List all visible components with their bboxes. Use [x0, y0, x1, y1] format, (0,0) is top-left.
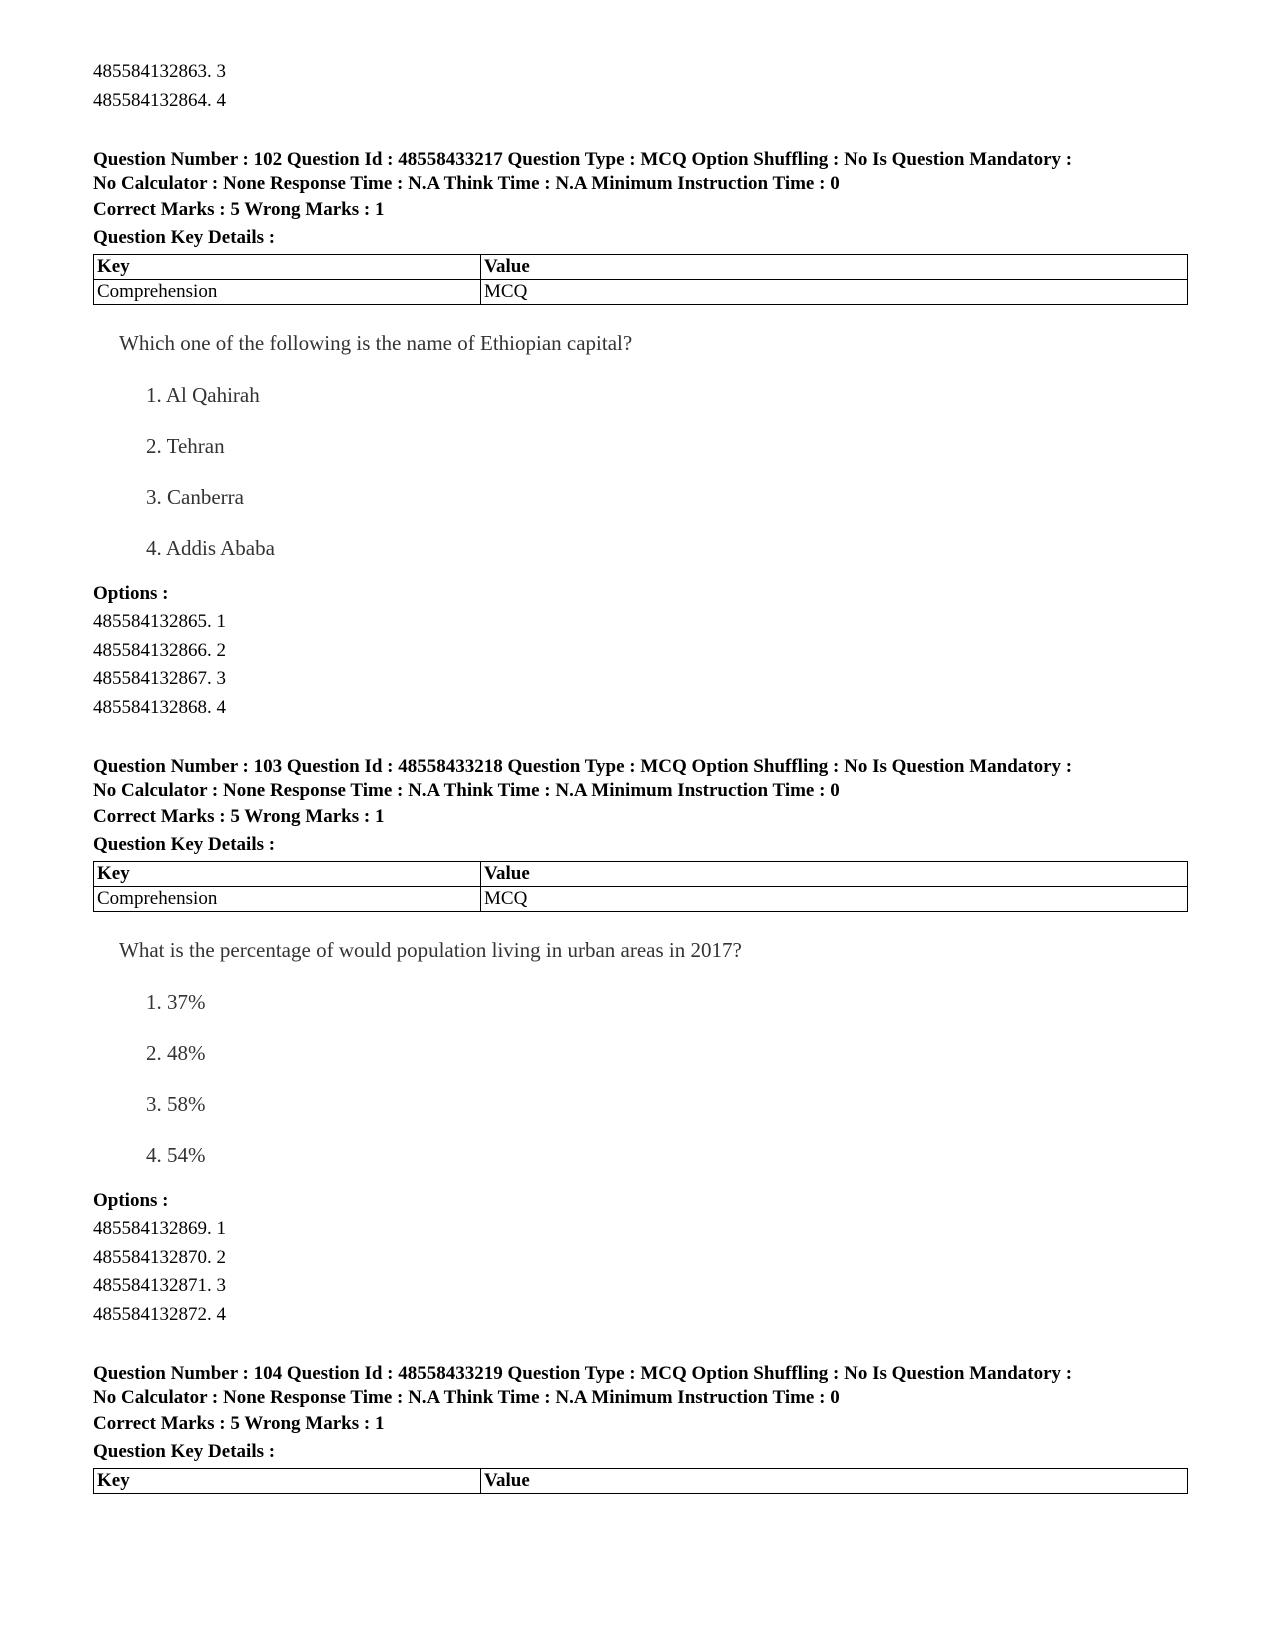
- question-header: Question Number : 103 Question Id : 48558433218 Question Type : MCQ Option Shuffling : No Is Question Mandatory :: [93, 756, 1073, 777]
- option-line: 485584132870. 2: [93, 1246, 226, 1268]
- table-header-value: Value: [481, 255, 1188, 280]
- choice-item: 4. 54%: [146, 1143, 206, 1167]
- question-header: Question Number : 104 Question Id : 48558433219 Question Type : MCQ Option Shuffling : No Is Question Mandatory :: [93, 1363, 1073, 1384]
- question-content: [93, 912, 1193, 1187]
- table-cell-key: Comprehension: [94, 280, 481, 305]
- key-details-label: Question Key Details :: [93, 227, 276, 248]
- question-header: Question Number : 102 Question Id : 48558433217 Question Type : MCQ Option Shuffling : No Is Question Mandatory :: [93, 149, 1073, 170]
- choice-item: 1. Al Qahirah: [146, 383, 260, 407]
- key-value-table: [93, 254, 1188, 305]
- key-value-table: [93, 861, 1188, 912]
- options-label: Options :: [93, 1190, 169, 1211]
- question-header-2: No Calculator : None Response Time : N.A Think Time : N.A Minimum Instruction Time : 0: [93, 780, 840, 801]
- question-block-103: [93, 755, 1193, 1329]
- choice-item: 2. 48%: [146, 1041, 206, 1065]
- marks-line: Correct Marks : 5 Wrong Marks : 1: [93, 199, 385, 220]
- option-line: 485584132869. 1: [93, 1218, 226, 1239]
- key-value-table: [93, 1468, 1188, 1494]
- table-header-value: Value: [481, 862, 1188, 887]
- previous-options: [93, 58, 1193, 115]
- option-line: 485584132863. 3: [93, 61, 226, 82]
- table-cell-value: MCQ: [481, 280, 1188, 305]
- choice-item: 2. Tehran: [146, 434, 225, 458]
- marks-line: Correct Marks : 5 Wrong Marks : 1: [93, 1413, 385, 1434]
- question-block-102: [93, 148, 1193, 722]
- key-details-label: Question Key Details :: [93, 1441, 276, 1462]
- table-cell-value: MCQ: [481, 887, 1188, 912]
- option-line: 485584132867. 3: [93, 668, 226, 689]
- document-page: [93, 58, 1193, 1494]
- choice-item: 4. Addis Ababa: [146, 536, 275, 560]
- option-line: 485584132872. 4: [93, 1303, 226, 1325]
- question-text: Which one of the following is the name of Ethiopian capital?: [119, 331, 633, 355]
- table-header-value: Value: [481, 1469, 1188, 1494]
- options-label: Options :: [93, 583, 169, 604]
- table-header-key: Key: [94, 862, 481, 887]
- option-line: 485584132871. 3: [93, 1275, 226, 1296]
- option-line: 485584132865. 1: [93, 611, 226, 632]
- choice-item: 3. Canberra: [146, 485, 244, 509]
- question-content: [93, 305, 1193, 580]
- choice-item: 1. 37%: [146, 990, 206, 1014]
- question-block-104: [93, 1362, 1193, 1494]
- option-line: 485584132866. 2: [93, 639, 226, 661]
- choice-item: 3. 58%: [146, 1092, 206, 1116]
- marks-line: Correct Marks : 5 Wrong Marks : 1: [93, 806, 385, 827]
- table-header-key: Key: [94, 255, 481, 280]
- table-cell-key: Comprehension: [94, 887, 481, 912]
- option-line: 485584132864. 4: [93, 89, 226, 111]
- key-details-label: Question Key Details :: [93, 834, 276, 855]
- question-header-2: No Calculator : None Response Time : N.A Think Time : N.A Minimum Instruction Time : 0: [93, 1387, 840, 1408]
- table-header-key: Key: [94, 1469, 481, 1494]
- option-line: 485584132868. 4: [93, 696, 226, 718]
- question-text: What is the percentage of would population living in urban areas in 2017?: [119, 938, 742, 962]
- question-header-2: No Calculator : None Response Time : N.A Think Time : N.A Minimum Instruction Time : 0: [93, 173, 840, 194]
